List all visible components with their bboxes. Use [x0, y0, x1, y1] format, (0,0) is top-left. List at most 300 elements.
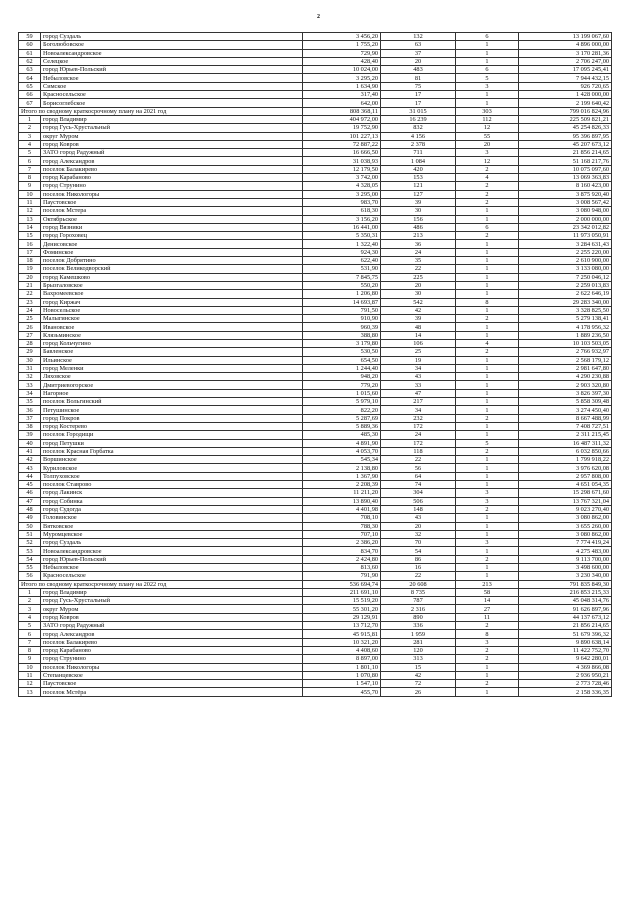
municipality-cell: поселок Красная Горбатка — [41, 447, 303, 455]
area-cell: 8 897,00 — [303, 655, 381, 663]
municipality-cell: Паустовское — [41, 680, 303, 688]
area-cell: 2 208,39 — [303, 481, 381, 489]
cost-cell: 29 283 340,00 — [519, 298, 612, 306]
cost-cell: 3 170 281,36 — [519, 49, 612, 57]
municipality-cell: Красносельское — [41, 91, 303, 99]
houses-cell: 2 — [456, 447, 519, 455]
table-row — [19, 223, 612, 231]
municipality-cell: Паустовское — [41, 198, 303, 206]
municipality-cell: Симское — [41, 82, 303, 90]
area-cell: 960,39 — [303, 323, 381, 331]
houses-cell: 1 — [456, 99, 519, 107]
row-number-cell: 3 — [19, 605, 41, 613]
municipality-cell: город Суздаль — [41, 33, 303, 41]
row-number-cell: 4 — [19, 140, 41, 148]
table-row — [19, 472, 612, 480]
table-row — [19, 91, 612, 99]
cost-cell: 3 080 948,00 — [519, 207, 612, 215]
row-number-cell: 24 — [19, 306, 41, 314]
area-cell: 788,30 — [303, 522, 381, 530]
houses-cell: 303 — [456, 107, 519, 115]
residents-cell: 36 — [381, 240, 456, 248]
row-number-cell: 23 — [19, 298, 41, 306]
houses-cell: 1 — [456, 306, 519, 314]
area-cell: 211 691,10 — [303, 588, 381, 596]
cost-cell: 44 137 673,12 — [519, 613, 612, 621]
table-row — [19, 281, 612, 289]
residents-cell: 1 959 — [381, 630, 456, 638]
houses-cell: 1 — [456, 688, 519, 696]
residents-cell: 20 — [381, 281, 456, 289]
residents-cell: 22 — [381, 572, 456, 580]
row-number-cell: 41 — [19, 447, 41, 455]
area-cell: 622,40 — [303, 257, 381, 265]
row-number-cell: 13 — [19, 215, 41, 223]
row-number-cell: 50 — [19, 522, 41, 530]
cost-cell: 2 622 646,19 — [519, 290, 612, 298]
area-cell: 11 211,20 — [303, 489, 381, 497]
capital-repair-plan-table — [18, 32, 612, 697]
cost-cell: 2 957 808,00 — [519, 472, 612, 480]
cost-cell: 21 856 214,65 — [519, 149, 612, 157]
area-cell: 10 024,00 — [303, 66, 381, 74]
cost-cell: 21 856 214,65 — [519, 622, 612, 630]
table-row — [19, 497, 612, 505]
municipality-cell: ЗАТО город Радужный — [41, 622, 303, 630]
row-number-cell: 32 — [19, 373, 41, 381]
residents-cell: 4 156 — [381, 132, 456, 140]
residents-cell: 8 735 — [381, 588, 456, 596]
table-row — [19, 389, 612, 397]
houses-cell: 1 — [456, 364, 519, 372]
houses-cell: 27 — [456, 605, 519, 613]
residents-cell: 20 — [381, 57, 456, 65]
row-number-cell: 4 — [19, 613, 41, 621]
municipality-cell: Красносельское — [41, 572, 303, 580]
area-cell: 5 979,10 — [303, 398, 381, 406]
cost-cell: 11 973 050,91 — [519, 232, 612, 240]
municipality-cell: поселок Балакирево — [41, 165, 303, 173]
table-row — [19, 638, 612, 646]
row-number-cell: 6 — [19, 157, 41, 165]
residents-cell: 19 — [381, 356, 456, 364]
municipality-cell: Борисоглебское — [41, 99, 303, 107]
cost-cell: 4 651 054,35 — [519, 481, 612, 489]
table-row — [19, 547, 612, 555]
table-total-row — [19, 107, 612, 115]
houses-cell: 11 — [456, 613, 519, 621]
row-number-cell: 38 — [19, 422, 41, 430]
cost-cell: 1 799 918,22 — [519, 456, 612, 464]
area-cell: 1 015,60 — [303, 389, 381, 397]
area-cell: 1 634,90 — [303, 82, 381, 90]
table-row — [19, 149, 612, 157]
cost-cell: 7 250 046,12 — [519, 273, 612, 281]
cost-cell: 4 178 956,32 — [519, 323, 612, 331]
table-row — [19, 489, 612, 497]
table-row — [19, 257, 612, 265]
area-cell: 550,20 — [303, 281, 381, 289]
area-cell: 2 138,80 — [303, 464, 381, 472]
area-cell: 808 368,11 — [303, 107, 381, 115]
cost-cell: 45 207 673,12 — [519, 140, 612, 148]
area-cell: 4 891,90 — [303, 439, 381, 447]
municipality-cell: Новоалександровское — [41, 49, 303, 57]
municipality-cell: Новоалександровское — [41, 547, 303, 555]
cost-cell: 51 679 396,32 — [519, 630, 612, 638]
municipality-cell: город Владимир — [41, 115, 303, 123]
residents-cell: 486 — [381, 223, 456, 231]
residents-cell: 132 — [381, 33, 456, 41]
table-row — [19, 306, 612, 314]
residents-cell: 281 — [381, 638, 456, 646]
cost-cell: 4 290 230,88 — [519, 373, 612, 381]
row-number-cell: 56 — [19, 572, 41, 580]
row-number-cell: 1 — [19, 588, 41, 596]
area-cell: 4 053,70 — [303, 447, 381, 455]
row-number-cell: 8 — [19, 174, 41, 182]
row-number-cell: 5 — [19, 149, 41, 157]
row-number-cell: 54 — [19, 555, 41, 563]
houses-cell: 1 — [456, 41, 519, 49]
residents-cell: 75 — [381, 82, 456, 90]
residents-cell: 81 — [381, 74, 456, 82]
houses-cell: 112 — [456, 115, 519, 123]
municipality-cell: поселок Никологоры — [41, 190, 303, 198]
municipality-cell: Малыгинское — [41, 315, 303, 323]
row-number-cell: 46 — [19, 489, 41, 497]
row-number-cell: 63 — [19, 66, 41, 74]
cost-cell: 3 875 920,40 — [519, 190, 612, 198]
residents-cell: 542 — [381, 298, 456, 306]
houses-cell: 1 — [456, 671, 519, 679]
area-cell: 31 038,93 — [303, 157, 381, 165]
table-row — [19, 505, 612, 513]
residents-cell: 39 — [381, 198, 456, 206]
area-cell: 618,30 — [303, 207, 381, 215]
area-cell: 15 519,20 — [303, 597, 381, 605]
houses-cell: 213 — [456, 580, 519, 588]
residents-cell: 336 — [381, 622, 456, 630]
table-row — [19, 522, 612, 530]
table-row — [19, 115, 612, 123]
residents-cell: 22 — [381, 456, 456, 464]
residents-cell: 24 — [381, 431, 456, 439]
table-row — [19, 140, 612, 148]
houses-cell: 1 — [456, 522, 519, 530]
row-number-cell: 13 — [19, 688, 41, 696]
cost-cell: 216 853 215,33 — [519, 588, 612, 596]
table-row — [19, 323, 612, 331]
municipality-cell: округ Муром — [41, 132, 303, 140]
cost-cell: 2 903 320,80 — [519, 381, 612, 389]
area-cell: 531,90 — [303, 265, 381, 273]
houses-cell: 1 — [456, 530, 519, 538]
houses-cell: 1 — [456, 265, 519, 273]
area-cell: 642,00 — [303, 99, 381, 107]
municipality-cell: Вятковское — [41, 522, 303, 530]
table-row — [19, 597, 612, 605]
area-cell: 654,50 — [303, 356, 381, 364]
table-row — [19, 688, 612, 696]
area-cell: 3 456,20 — [303, 33, 381, 41]
cost-cell: 9 113 700,00 — [519, 555, 612, 563]
houses-cell: 1 — [456, 323, 519, 331]
table-row — [19, 190, 612, 198]
row-number-cell: 17 — [19, 248, 41, 256]
area-cell: 708,10 — [303, 514, 381, 522]
residents-cell: 31 015 — [381, 107, 456, 115]
table-row — [19, 406, 612, 414]
houses-cell: 1 — [456, 49, 519, 57]
row-number-cell: 37 — [19, 414, 41, 422]
residents-cell: 32 — [381, 530, 456, 538]
municipality-cell: округ Муром — [41, 605, 303, 613]
row-number-cell: 18 — [19, 257, 41, 265]
cost-cell: 7 944 432,15 — [519, 74, 612, 82]
municipality-cell: Селецкое — [41, 57, 303, 65]
table-row — [19, 57, 612, 65]
table-row — [19, 671, 612, 679]
table-row — [19, 215, 612, 223]
table-row — [19, 33, 612, 41]
residents-cell: 17 — [381, 91, 456, 99]
houses-cell: 6 — [456, 33, 519, 41]
area-cell: 4 401,98 — [303, 505, 381, 513]
residents-cell: 63 — [381, 41, 456, 49]
table-row — [19, 414, 612, 422]
row-number-cell: 47 — [19, 497, 41, 505]
table-row — [19, 514, 612, 522]
municipality-cell: город Суздаль — [41, 539, 303, 547]
cost-cell: 11 422 752,70 — [519, 646, 612, 654]
area-cell: 101 227,13 — [303, 132, 381, 140]
area-cell: 4 408,60 — [303, 646, 381, 654]
houses-cell: 2 — [456, 182, 519, 190]
houses-cell: 3 — [456, 497, 519, 505]
row-number-cell: 61 — [19, 49, 41, 57]
row-number-cell: 11 — [19, 198, 41, 206]
cost-cell: 10 075 097,60 — [519, 165, 612, 173]
residents-cell: 72 — [381, 680, 456, 688]
municipality-cell: поселок Мстёра — [41, 688, 303, 696]
houses-cell: 1 — [456, 422, 519, 430]
row-number-cell: 44 — [19, 472, 41, 480]
cost-cell: 5 858 309,48 — [519, 398, 612, 406]
table-row — [19, 539, 612, 547]
municipality-cell: Ивановское — [41, 323, 303, 331]
row-number-cell: 45 — [19, 481, 41, 489]
houses-cell: 4 — [456, 339, 519, 347]
houses-cell: 1 — [456, 481, 519, 489]
table-row — [19, 364, 612, 372]
area-cell: 455,70 — [303, 688, 381, 696]
cost-cell: 3 328 825,50 — [519, 306, 612, 314]
residents-cell: 25 — [381, 348, 456, 356]
cost-cell: 3 080 862,00 — [519, 514, 612, 522]
table-row — [19, 663, 612, 671]
houses-cell: 1 — [456, 281, 519, 289]
area-cell: 12 179,50 — [303, 165, 381, 173]
houses-cell: 2 — [456, 555, 519, 563]
area-cell: 910,90 — [303, 315, 381, 323]
residents-cell: 34 — [381, 364, 456, 372]
residents-cell: 711 — [381, 149, 456, 157]
cost-cell: 791 835 849,30 — [519, 580, 612, 588]
municipality-cell: город Гороховец — [41, 232, 303, 240]
row-number-cell: 65 — [19, 82, 41, 90]
houses-cell: 55 — [456, 132, 519, 140]
row-number-cell: 5 — [19, 622, 41, 630]
area-cell: 485,30 — [303, 431, 381, 439]
houses-cell: 2 — [456, 232, 519, 240]
houses-cell: 1 — [456, 464, 519, 472]
cost-cell: 2 158 336,35 — [519, 688, 612, 696]
area-cell: 317,40 — [303, 91, 381, 99]
houses-cell: 3 — [456, 82, 519, 90]
houses-cell: 2 — [456, 414, 519, 422]
row-number-cell: 28 — [19, 339, 41, 347]
municipality-cell: Ильинское — [41, 356, 303, 364]
residents-cell: 1 084 — [381, 157, 456, 165]
area-cell: 3 156,20 — [303, 215, 381, 223]
municipality-cell: город Судогда — [41, 505, 303, 513]
table-row — [19, 655, 612, 663]
total-label-cell: Итого по сводному краткосрочному плану на 2022 год — [19, 580, 303, 588]
residents-cell: 832 — [381, 124, 456, 132]
area-cell: 7 845,75 — [303, 273, 381, 281]
municipality-cell: город Ковров — [41, 613, 303, 621]
residents-cell: 313 — [381, 655, 456, 663]
municipality-cell: Клязьминское — [41, 331, 303, 339]
area-cell: 822,20 — [303, 406, 381, 414]
municipality-cell: город Собинка — [41, 497, 303, 505]
residents-cell: 153 — [381, 174, 456, 182]
area-cell: 13 712,70 — [303, 622, 381, 630]
row-number-cell: 2 — [19, 124, 41, 132]
houses-cell: 2 — [456, 190, 519, 198]
municipality-cell: Бавленское — [41, 348, 303, 356]
row-number-cell: 3 — [19, 132, 41, 140]
houses-cell: 3 — [456, 489, 519, 497]
area-cell: 729,90 — [303, 49, 381, 57]
cost-cell: 9 890 638,14 — [519, 638, 612, 646]
houses-cell: 12 — [456, 157, 519, 165]
area-cell: 55 301,20 — [303, 605, 381, 613]
table-row — [19, 373, 612, 381]
residents-cell: 232 — [381, 414, 456, 422]
table-row — [19, 530, 612, 538]
residents-cell: 86 — [381, 555, 456, 563]
municipality-cell: Небыловское — [41, 74, 303, 82]
municipality-cell: Боголюбовское — [41, 41, 303, 49]
municipality-cell: Ляховское — [41, 373, 303, 381]
row-number-cell: 42 — [19, 456, 41, 464]
cost-cell: 95 396 897,95 — [519, 132, 612, 140]
area-cell: 1 367,90 — [303, 472, 381, 480]
area-cell: 536 694,74 — [303, 580, 381, 588]
residents-cell: 156 — [381, 215, 456, 223]
cost-cell: 3 230 340,00 — [519, 572, 612, 580]
cost-cell: 3 284 631,43 — [519, 240, 612, 248]
municipality-cell: город Юрьев-Польский — [41, 66, 303, 74]
municipality-cell: поселок Великодворский — [41, 265, 303, 273]
table-row — [19, 174, 612, 182]
residents-cell: 43 — [381, 373, 456, 381]
houses-cell: 1 — [456, 240, 519, 248]
houses-cell: 3 — [456, 638, 519, 646]
area-cell: 29 129,91 — [303, 613, 381, 621]
row-number-cell: 22 — [19, 290, 41, 298]
row-number-cell: 31 — [19, 364, 41, 372]
cost-cell: 3 655 260,00 — [519, 522, 612, 530]
area-cell: 72 887,22 — [303, 140, 381, 148]
table-row — [19, 207, 612, 215]
table-row — [19, 622, 612, 630]
residents-cell: 2 316 — [381, 605, 456, 613]
municipality-cell: Петушинское — [41, 406, 303, 414]
residents-cell: 34 — [381, 406, 456, 414]
houses-cell: 1 — [456, 514, 519, 522]
houses-cell: 1 — [456, 257, 519, 265]
cost-cell: 3 008 567,42 — [519, 198, 612, 206]
residents-cell: 24 — [381, 248, 456, 256]
area-cell: 1 322,40 — [303, 240, 381, 248]
residents-cell: 148 — [381, 505, 456, 513]
municipality-cell: Нагорное — [41, 389, 303, 397]
area-cell: 1 206,80 — [303, 290, 381, 298]
row-number-cell: 30 — [19, 356, 41, 364]
area-cell: 5 350,31 — [303, 232, 381, 240]
row-number-cell: 66 — [19, 91, 41, 99]
residents-cell: 14 — [381, 331, 456, 339]
cost-cell: 45 048 314,76 — [519, 597, 612, 605]
cost-cell: 2 255 220,00 — [519, 248, 612, 256]
municipality-cell: Куриловское — [41, 464, 303, 472]
houses-cell: 2 — [456, 348, 519, 356]
residents-cell: 121 — [381, 182, 456, 190]
municipality-cell: город Киржач — [41, 298, 303, 306]
area-cell: 16 666,50 — [303, 149, 381, 157]
residents-cell: 15 — [381, 663, 456, 671]
municipality-cell: город Гусь-Хрустальный — [41, 124, 303, 132]
residents-cell: 2 378 — [381, 140, 456, 148]
residents-cell: 42 — [381, 306, 456, 314]
residents-cell: 33 — [381, 381, 456, 389]
cost-cell: 225 509 821,21 — [519, 115, 612, 123]
houses-cell: 1 — [456, 290, 519, 298]
municipality-cell: город Камешково — [41, 273, 303, 281]
area-cell: 10 321,20 — [303, 638, 381, 646]
municipality-cell: город Владимир — [41, 588, 303, 596]
houses-cell: 4 — [456, 174, 519, 182]
table-row — [19, 41, 612, 49]
row-number-cell: 26 — [19, 323, 41, 331]
table-row — [19, 315, 612, 323]
table-row — [19, 630, 612, 638]
area-cell: 948,20 — [303, 373, 381, 381]
table-row — [19, 356, 612, 364]
residents-cell: 213 — [381, 232, 456, 240]
cost-cell: 17 095 245,41 — [519, 66, 612, 74]
area-cell: 924,30 — [303, 248, 381, 256]
row-number-cell: 8 — [19, 646, 41, 654]
row-number-cell: 12 — [19, 680, 41, 688]
row-number-cell: 29 — [19, 348, 41, 356]
residents-cell: 890 — [381, 613, 456, 621]
residents-cell: 16 — [381, 564, 456, 572]
area-cell: 428,40 — [303, 57, 381, 65]
